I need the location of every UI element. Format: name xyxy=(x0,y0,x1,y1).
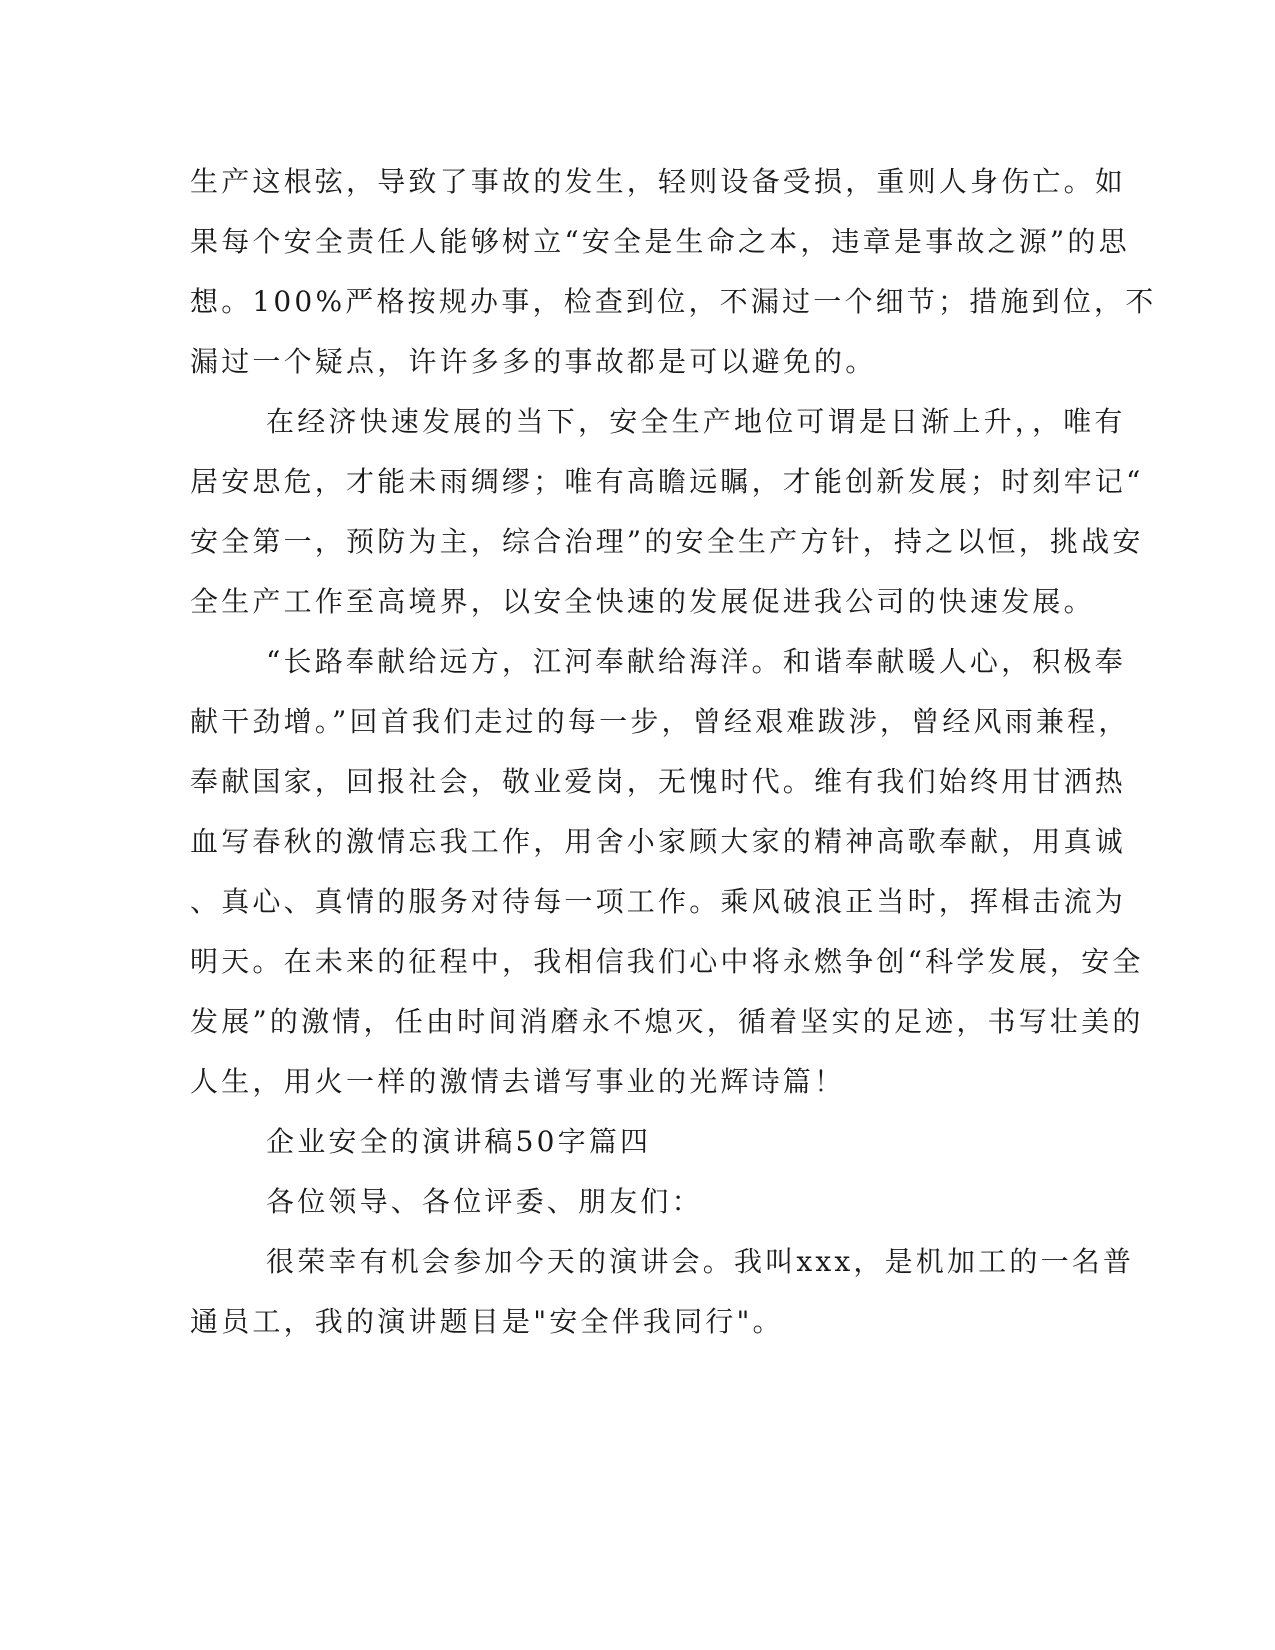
text-line: 奉献国家，回报社会，敬业爱岗，无愧时代。维有我们始终用甘洒热 xyxy=(190,765,1127,798)
text-line: 想。100%严格按规办事，检查到位，不漏过一个细节；措施到位，不 xyxy=(190,285,1157,318)
document-body xyxy=(190,152,1157,1352)
text-line: 在经济快速发展的当下，安全生产地位可谓是日渐上升，，唯有 xyxy=(266,405,1126,438)
text-line: 明天。在未来的征程中，我相信我们心中将永燃争创“科学发展，安全 xyxy=(190,945,1144,978)
text-line: 果每个安全责任人能够树立“安全是生命之本，违章是事故之源”的思 xyxy=(190,225,1130,258)
paragraph-economic-development xyxy=(190,392,1144,632)
text-line: 全生产工作至高境界，以安全快速的发展促进我公司的快速发展。 xyxy=(190,585,1095,618)
text-line: 生产这根弦，导致了事故的发生，轻则设备受损，重则人身伤亡。如 xyxy=(190,165,1127,198)
text-line: 发展”的激情，任由时间消磨永不熄灭，循着坚实的足迹，书写壮美的 xyxy=(190,1005,1144,1038)
text-line: “长路奉献给远方，江河奉献给海洋。和谐奉献暖人心，积极奉 xyxy=(266,645,1126,678)
text-line: 居安思危，才能未雨绸缪；唯有高瞻远瞩，才能创新发展；时刻牢记“ xyxy=(190,465,1144,498)
text-line: 、真心、真情的服务对待每一项工作。乘风破浪正当时，挥楫击流为 xyxy=(190,885,1127,918)
paragraph-dedication xyxy=(190,632,1144,1112)
paragraph-introduction xyxy=(190,1232,1135,1352)
text-line: 很荣幸有机会参加今天的演讲会。我叫xxx，是机加工的一名普 xyxy=(266,1245,1135,1278)
text-line: 通员工，我的演讲题目是"安全伴我同行"。 xyxy=(190,1305,784,1338)
text-line: 漏过一个疑点，许许多多的事故都是可以避免的。 xyxy=(190,345,877,378)
section-heading: 企业安全的演讲稿50字篇四 xyxy=(266,1125,652,1158)
text-line: 安全第一，预防为主，综合治理”的安全生产方针，持之以恒，挑战安 xyxy=(190,525,1144,558)
text-line: 血写春秋的激情忘我工作，用舍小家顾大家的精神高歌奉献，用真诚 xyxy=(190,825,1127,858)
text-line: 献干劲增。”回首我们走过的每一步，曾经艰难跋涉，曾经风雨兼程， xyxy=(190,705,1130,738)
salutation: 各位领导、各位评委、朋友们： xyxy=(266,1185,703,1218)
paragraph-safety-responsibility xyxy=(190,152,1157,392)
text-line: 人生，用火一样的激情去谱写事业的光辉诗篇！ xyxy=(190,1065,846,1098)
